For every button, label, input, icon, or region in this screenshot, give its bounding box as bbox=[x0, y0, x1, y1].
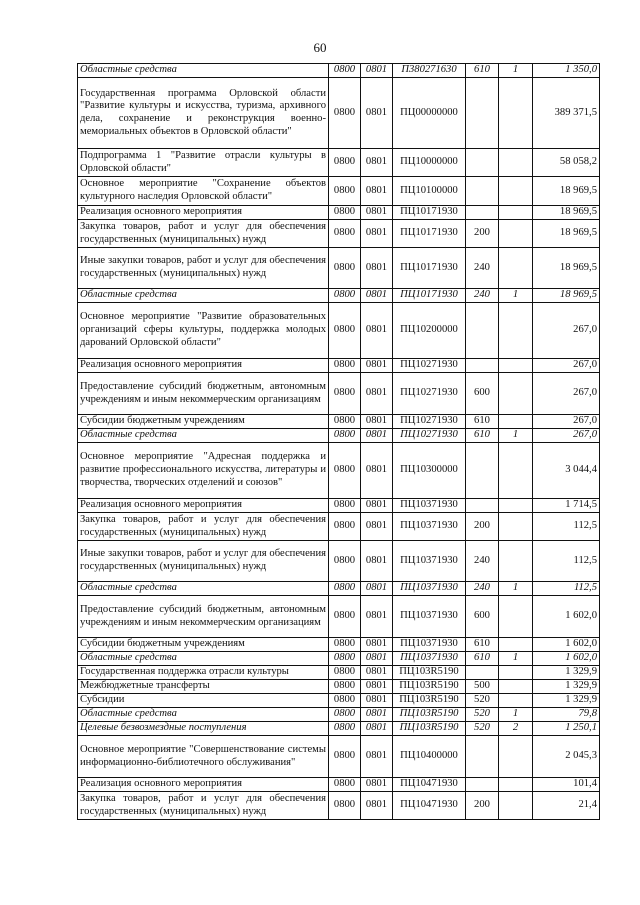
subsection-code-cell: 0801 bbox=[361, 177, 393, 206]
funding-source-cell bbox=[499, 248, 533, 289]
subsection-code-cell: 0801 bbox=[361, 443, 393, 499]
table-row bbox=[78, 666, 600, 680]
funding-source-cell: 2 bbox=[499, 722, 533, 736]
amount-cell: 267,0 bbox=[533, 359, 600, 373]
subsection-code-cell: 0801 bbox=[361, 694, 393, 708]
expense-type-cell bbox=[466, 666, 499, 680]
target-article-cell: ПЦ10371930 bbox=[393, 638, 466, 652]
table-row bbox=[78, 513, 600, 541]
subsection-code-cell: 0801 bbox=[361, 680, 393, 694]
amount-cell: 18 969,5 bbox=[533, 289, 600, 303]
table-row bbox=[78, 220, 600, 248]
amount-cell: 79,8 bbox=[533, 708, 600, 722]
section-code-cell: 0800 bbox=[329, 415, 361, 429]
subsection-code-cell: 0801 bbox=[361, 220, 393, 248]
expense-name-cell: Иные закупки товаров, работ и услуг для обеспечения государственных (муниципальных) нужд bbox=[78, 541, 329, 582]
expense-type-cell: 610 bbox=[466, 429, 499, 443]
expense-type-cell: 600 bbox=[466, 596, 499, 638]
budget-allocation-table bbox=[77, 63, 600, 820]
amount-cell: 267,0 bbox=[533, 373, 600, 415]
expense-type-cell bbox=[466, 443, 499, 499]
section-code-cell: 0800 bbox=[329, 359, 361, 373]
target-article-cell: П380271630 bbox=[393, 64, 466, 78]
target-article-cell: ПЦ10271930 bbox=[393, 373, 466, 415]
amount-cell: 1 602,0 bbox=[533, 638, 600, 652]
expense-type-cell bbox=[466, 499, 499, 513]
funding-source-cell: 1 bbox=[499, 429, 533, 443]
table-row bbox=[78, 429, 600, 443]
table-row bbox=[78, 499, 600, 513]
funding-source-cell bbox=[499, 541, 533, 582]
expense-type-cell: 200 bbox=[466, 792, 499, 820]
target-article-cell: ПЦ10171930 bbox=[393, 289, 466, 303]
funding-source-cell bbox=[499, 373, 533, 415]
subsection-code-cell: 0801 bbox=[361, 792, 393, 820]
table-row bbox=[78, 303, 600, 359]
table-row bbox=[78, 443, 600, 499]
amount-cell: 267,0 bbox=[533, 303, 600, 359]
table-row bbox=[78, 736, 600, 778]
section-code-cell: 0800 bbox=[329, 652, 361, 666]
expense-name-cell: Иные закупки товаров, работ и услуг для обеспечения государственных (муниципальных) нужд bbox=[78, 248, 329, 289]
funding-source-cell bbox=[499, 78, 533, 149]
expense-name-cell: Основное мероприятие "Совершенствование системы информационно-библиотечного обслуживания" bbox=[78, 736, 329, 778]
amount-cell: 21,4 bbox=[533, 792, 600, 820]
table-row bbox=[78, 78, 600, 149]
expense-type-cell bbox=[466, 149, 499, 177]
section-code-cell: 0800 bbox=[329, 792, 361, 820]
target-article-cell: ПЦ10471930 bbox=[393, 792, 466, 820]
expense-name-cell: Областные средства bbox=[78, 708, 329, 722]
amount-cell: 267,0 bbox=[533, 415, 600, 429]
amount-cell: 389 371,5 bbox=[533, 78, 600, 149]
subsection-code-cell: 0801 bbox=[361, 541, 393, 582]
expense-type-cell: 500 bbox=[466, 680, 499, 694]
target-article-cell: ПЦ10271930 bbox=[393, 415, 466, 429]
amount-cell: 1 329,9 bbox=[533, 680, 600, 694]
expense-name-cell: Реализация основного мероприятия bbox=[78, 359, 329, 373]
funding-source-cell: 1 bbox=[499, 582, 533, 596]
table-row bbox=[78, 177, 600, 206]
expense-type-cell bbox=[466, 303, 499, 359]
expense-type-cell: 610 bbox=[466, 638, 499, 652]
expense-name-cell: Государственная поддержка отрасли культуры bbox=[78, 666, 329, 680]
section-code-cell: 0800 bbox=[329, 429, 361, 443]
amount-cell: 3 044,4 bbox=[533, 443, 600, 499]
expense-type-cell: 610 bbox=[466, 64, 499, 78]
amount-cell: 58 058,2 bbox=[533, 149, 600, 177]
target-article-cell: ПЦ10200000 bbox=[393, 303, 466, 359]
funding-source-cell bbox=[499, 666, 533, 680]
table-row bbox=[78, 289, 600, 303]
subsection-code-cell: 0801 bbox=[361, 373, 393, 415]
expense-name-cell: Подпрограмма 1 "Развитие отрасли культуры в Орловской области" bbox=[78, 149, 329, 177]
target-article-cell: ПЦ10300000 bbox=[393, 443, 466, 499]
table-row bbox=[78, 708, 600, 722]
subsection-code-cell: 0801 bbox=[361, 708, 393, 722]
subsection-code-cell: 0801 bbox=[361, 429, 393, 443]
target-article-cell: ПЦ10371930 bbox=[393, 513, 466, 541]
funding-source-cell bbox=[499, 303, 533, 359]
subsection-code-cell: 0801 bbox=[361, 303, 393, 359]
funding-source-cell bbox=[499, 694, 533, 708]
expense-name-cell: Основное мероприятие "Адресная поддержка и развитие профессионального искусства, литературы и творчества, творческих отделений и союзов" bbox=[78, 443, 329, 499]
subsection-code-cell: 0801 bbox=[361, 78, 393, 149]
subsection-code-cell: 0801 bbox=[361, 513, 393, 541]
amount-cell: 1 329,9 bbox=[533, 694, 600, 708]
amount-cell: 18 969,5 bbox=[533, 220, 600, 248]
target-article-cell: ПЦ10371930 bbox=[393, 582, 466, 596]
section-code-cell: 0800 bbox=[329, 373, 361, 415]
funding-source-cell: 1 bbox=[499, 64, 533, 78]
section-code-cell: 0800 bbox=[329, 443, 361, 499]
expense-type-cell bbox=[466, 78, 499, 149]
section-code-cell: 0800 bbox=[329, 303, 361, 359]
subsection-code-cell: 0801 bbox=[361, 596, 393, 638]
funding-source-cell bbox=[499, 359, 533, 373]
subsection-code-cell: 0801 bbox=[361, 149, 393, 177]
expense-type-cell bbox=[466, 359, 499, 373]
section-code-cell: 0800 bbox=[329, 722, 361, 736]
expense-name-cell: Субсидии бюджетным учреждениям bbox=[78, 415, 329, 429]
table-row bbox=[78, 638, 600, 652]
section-code-cell: 0800 bbox=[329, 541, 361, 582]
amount-cell: 1 329,9 bbox=[533, 666, 600, 680]
section-code-cell: 0800 bbox=[329, 582, 361, 596]
target-article-cell: ПЦ103R5190 bbox=[393, 708, 466, 722]
expense-name-cell: Субсидии бюджетным учреждениям bbox=[78, 638, 329, 652]
expense-type-cell: 240 bbox=[466, 248, 499, 289]
subsection-code-cell: 0801 bbox=[361, 778, 393, 792]
table-row bbox=[78, 149, 600, 177]
expense-type-cell: 610 bbox=[466, 652, 499, 666]
table-row bbox=[78, 792, 600, 820]
table-row bbox=[78, 582, 600, 596]
amount-cell: 1 602,0 bbox=[533, 652, 600, 666]
section-code-cell: 0800 bbox=[329, 499, 361, 513]
expense-name-cell: Государственная программа Орловской области "Развитие культуры и искусства, туризма, архивного дела, сохранение и реконструкция военно-мемориальных объектов в Орловской области" bbox=[78, 78, 329, 149]
subsection-code-cell: 0801 bbox=[361, 206, 393, 220]
section-code-cell: 0800 bbox=[329, 78, 361, 149]
target-article-cell: ПЦ10371930 bbox=[393, 652, 466, 666]
target-article-cell: ПЦ103R5190 bbox=[393, 722, 466, 736]
subsection-code-cell: 0801 bbox=[361, 582, 393, 596]
subsection-code-cell: 0801 bbox=[361, 499, 393, 513]
target-article-cell: ПЦ10171930 bbox=[393, 248, 466, 289]
expense-type-cell bbox=[466, 177, 499, 206]
expense-name-cell: Предоставление субсидий бюджетным, автономным учреждениям и иным некоммерческим организациям bbox=[78, 373, 329, 415]
expense-type-cell: 520 bbox=[466, 694, 499, 708]
funding-source-cell bbox=[499, 149, 533, 177]
expense-name-cell: Основное мероприятие "Сохранение объектов культурного наследия Орловской области" bbox=[78, 177, 329, 206]
expense-type-cell: 200 bbox=[466, 513, 499, 541]
expense-name-cell: Реализация основного мероприятия bbox=[78, 499, 329, 513]
expense-type-cell: 240 bbox=[466, 541, 499, 582]
expense-type-cell: 200 bbox=[466, 220, 499, 248]
amount-cell: 18 969,5 bbox=[533, 177, 600, 206]
expense-name-cell: Реализация основного мероприятия bbox=[78, 778, 329, 792]
expense-name-cell: Целевые безвозмездные поступления bbox=[78, 722, 329, 736]
subsection-code-cell: 0801 bbox=[361, 359, 393, 373]
amount-cell: 1 602,0 bbox=[533, 596, 600, 638]
expense-name-cell: Закупка товаров, работ и услуг для обеспечения государственных (муниципальных) нужд bbox=[78, 220, 329, 248]
amount-cell: 1 350,0 bbox=[533, 64, 600, 78]
table-row bbox=[78, 778, 600, 792]
section-code-cell: 0800 bbox=[329, 149, 361, 177]
section-code-cell: 0800 bbox=[329, 694, 361, 708]
table-row bbox=[78, 541, 600, 582]
expense-type-cell: 520 bbox=[466, 722, 499, 736]
section-code-cell: 0800 bbox=[329, 596, 361, 638]
table-row bbox=[78, 652, 600, 666]
subsection-code-cell: 0801 bbox=[361, 248, 393, 289]
funding-source-cell bbox=[499, 415, 533, 429]
amount-cell: 112,5 bbox=[533, 582, 600, 596]
funding-source-cell bbox=[499, 499, 533, 513]
expense-name-cell: Предоставление субсидий бюджетным, автономным учреждениям и иным некоммерческим организациям bbox=[78, 596, 329, 638]
table-row bbox=[78, 206, 600, 220]
table-row bbox=[78, 694, 600, 708]
amount-cell: 267,0 bbox=[533, 429, 600, 443]
amount-cell: 18 969,5 bbox=[533, 206, 600, 220]
target-article-cell: ПЦ10000000 bbox=[393, 149, 466, 177]
expense-type-cell: 610 bbox=[466, 415, 499, 429]
funding-source-cell bbox=[499, 513, 533, 541]
expense-type-cell bbox=[466, 778, 499, 792]
expense-type-cell bbox=[466, 206, 499, 220]
subsection-code-cell: 0801 bbox=[361, 666, 393, 680]
funding-source-cell: 1 bbox=[499, 652, 533, 666]
section-code-cell: 0800 bbox=[329, 680, 361, 694]
funding-source-cell bbox=[499, 596, 533, 638]
funding-source-cell: 1 bbox=[499, 708, 533, 722]
target-article-cell: ПЦ10271930 bbox=[393, 429, 466, 443]
expense-name-cell: Областные средства bbox=[78, 64, 329, 78]
funding-source-cell bbox=[499, 443, 533, 499]
section-code-cell: 0800 bbox=[329, 220, 361, 248]
subsection-code-cell: 0801 bbox=[361, 652, 393, 666]
amount-cell: 2 045,3 bbox=[533, 736, 600, 778]
table-row bbox=[78, 359, 600, 373]
table-row bbox=[78, 248, 600, 289]
subsection-code-cell: 0801 bbox=[361, 415, 393, 429]
section-code-cell: 0800 bbox=[329, 289, 361, 303]
section-code-cell: 0800 bbox=[329, 708, 361, 722]
target-article-cell: ПЦ10271930 bbox=[393, 359, 466, 373]
expense-name-cell: Закупка товаров, работ и услуг для обеспечения государственных (муниципальных) нужд bbox=[78, 792, 329, 820]
target-article-cell: ПЦ10471930 bbox=[393, 778, 466, 792]
section-code-cell: 0800 bbox=[329, 778, 361, 792]
target-article-cell: ПЦ10171930 bbox=[393, 206, 466, 220]
expense-name-cell: Областные средства bbox=[78, 289, 329, 303]
target-article-cell: ПЦ10171930 bbox=[393, 220, 466, 248]
target-article-cell: ПЦ10371930 bbox=[393, 541, 466, 582]
expense-type-cell: 600 bbox=[466, 373, 499, 415]
funding-source-cell: 1 bbox=[499, 289, 533, 303]
expense-name-cell: Областные средства bbox=[78, 652, 329, 666]
table-body bbox=[78, 64, 600, 820]
amount-cell: 1 714,5 bbox=[533, 499, 600, 513]
target-article-cell: ПЦ00000000 bbox=[393, 78, 466, 149]
amount-cell: 112,5 bbox=[533, 541, 600, 582]
expense-name-cell: Межбюджетные трансферты bbox=[78, 680, 329, 694]
funding-source-cell bbox=[499, 778, 533, 792]
expense-name-cell: Основное мероприятие "Развитие образовательных организаций сферы культуры, поддержка молодых дарований Орловской области" bbox=[78, 303, 329, 359]
target-article-cell: ПЦ103R5190 bbox=[393, 694, 466, 708]
subsection-code-cell: 0801 bbox=[361, 722, 393, 736]
section-code-cell: 0800 bbox=[329, 513, 361, 541]
amount-cell: 1 250,1 bbox=[533, 722, 600, 736]
amount-cell: 18 969,5 bbox=[533, 248, 600, 289]
expense-name-cell: Субсидии bbox=[78, 694, 329, 708]
funding-source-cell bbox=[499, 638, 533, 652]
table-row bbox=[78, 680, 600, 694]
subsection-code-cell: 0801 bbox=[361, 736, 393, 778]
subsection-code-cell: 0801 bbox=[361, 289, 393, 303]
target-article-cell: ПЦ10371930 bbox=[393, 499, 466, 513]
amount-cell: 112,5 bbox=[533, 513, 600, 541]
target-article-cell: ПЦ10100000 bbox=[393, 177, 466, 206]
section-code-cell: 0800 bbox=[329, 64, 361, 78]
table-row bbox=[78, 373, 600, 415]
funding-source-cell bbox=[499, 792, 533, 820]
funding-source-cell bbox=[499, 220, 533, 248]
target-article-cell: ПЦ103R5190 bbox=[393, 680, 466, 694]
expense-type-cell: 520 bbox=[466, 708, 499, 722]
expense-name-cell: Областные средства bbox=[78, 582, 329, 596]
section-code-cell: 0800 bbox=[329, 206, 361, 220]
amount-cell: 101,4 bbox=[533, 778, 600, 792]
expense-type-cell: 240 bbox=[466, 289, 499, 303]
target-article-cell: ПЦ10371930 bbox=[393, 596, 466, 638]
expense-name-cell: Областные средства bbox=[78, 429, 329, 443]
section-code-cell: 0800 bbox=[329, 666, 361, 680]
expense-name-cell: Реализация основного мероприятия bbox=[78, 206, 329, 220]
page-number: 60 bbox=[313, 40, 327, 55]
expense-type-cell bbox=[466, 736, 499, 778]
table-row bbox=[78, 722, 600, 736]
target-article-cell: ПЦ103R5190 bbox=[393, 666, 466, 680]
section-code-cell: 0800 bbox=[329, 248, 361, 289]
expense-type-cell: 240 bbox=[466, 582, 499, 596]
subsection-code-cell: 0801 bbox=[361, 64, 393, 78]
section-code-cell: 0800 bbox=[329, 638, 361, 652]
table-row bbox=[78, 415, 600, 429]
funding-source-cell bbox=[499, 736, 533, 778]
section-code-cell: 0800 bbox=[329, 736, 361, 778]
section-code-cell: 0800 bbox=[329, 177, 361, 206]
table-row bbox=[78, 64, 600, 78]
funding-source-cell bbox=[499, 206, 533, 220]
funding-source-cell bbox=[499, 177, 533, 206]
table-row bbox=[78, 596, 600, 638]
subsection-code-cell: 0801 bbox=[361, 638, 393, 652]
expense-name-cell: Закупка товаров, работ и услуг для обеспечения государственных (муниципальных) нужд bbox=[78, 513, 329, 541]
target-article-cell: ПЦ10400000 bbox=[393, 736, 466, 778]
funding-source-cell bbox=[499, 680, 533, 694]
